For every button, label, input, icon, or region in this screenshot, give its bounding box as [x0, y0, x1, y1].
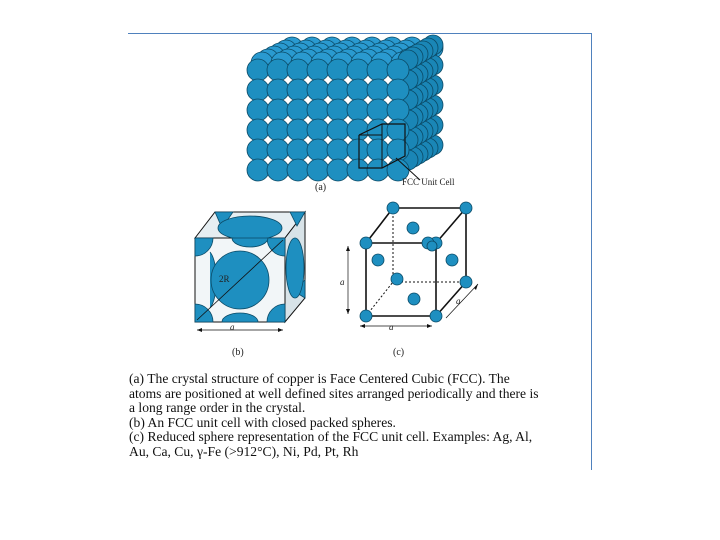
- figure-caption: [129, 372, 585, 460]
- atom-sphere: [247, 119, 269, 141]
- atom-sphere: [307, 119, 329, 141]
- panel-c-label: (c): [393, 347, 405, 358]
- caption-line: (b) An FCC unit cell with closed packed spheres.: [129, 414, 396, 430]
- atom-sphere: [287, 99, 309, 121]
- atom-sphere: [387, 59, 409, 81]
- edge-a-label-bottom: a: [389, 322, 394, 332]
- atom-sphere: [247, 139, 269, 161]
- radius-2r-label: 2R: [219, 274, 230, 284]
- atom-sphere: [307, 99, 329, 121]
- atom-sphere: [387, 119, 409, 141]
- atom-sphere: [367, 159, 389, 181]
- atom-sphere: [307, 59, 329, 81]
- atom-sphere: [347, 99, 369, 121]
- atom-sphere: [327, 79, 349, 101]
- atom-sphere: [327, 99, 349, 121]
- atom-sphere: [387, 99, 409, 121]
- atom-sphere: [307, 159, 329, 181]
- atom-sphere: [307, 79, 329, 101]
- atom-sphere: [287, 139, 309, 161]
- packed-sphere-cell-b: [195, 212, 305, 332]
- atom-sphere: [347, 139, 369, 161]
- atom-sphere: [387, 79, 409, 101]
- reduced-sphere-cell-c: [346, 202, 478, 328]
- caption-line: Au, Ca, Cu, γ-Fe (>912°C), Ni, Pd, Pt, Rh: [129, 443, 359, 459]
- caption-line: (c) Reduced sphere representation of the FCC unit cell. Examples: Ag, Al,: [129, 429, 533, 445]
- atom-sphere: [387, 139, 409, 161]
- atom-sphere: [347, 159, 369, 181]
- atom-sphere: [367, 99, 389, 121]
- atom-sphere: [247, 99, 269, 121]
- atom-sphere: [327, 119, 349, 141]
- atom-sphere: [347, 59, 369, 81]
- atom-sphere: [327, 59, 349, 81]
- atom-sphere: [247, 159, 269, 181]
- edge-a-label-b: a: [230, 322, 235, 332]
- atom-sphere: [267, 79, 289, 101]
- atom-sphere: [267, 59, 289, 81]
- atom-sphere: [307, 139, 329, 161]
- atom-sphere: [287, 119, 309, 141]
- caption-line: (a) The crystal structure of copper is Face Centered Cubic (FCC). The: [129, 371, 510, 386]
- atom-sphere: [247, 79, 269, 101]
- atom-sphere: [267, 119, 289, 141]
- atom-sphere: [287, 79, 309, 101]
- edge-a-label-left: a: [340, 277, 345, 287]
- atom-sphere: [327, 159, 349, 181]
- atom-sphere: [367, 59, 389, 81]
- crystal-block-a: [247, 35, 443, 181]
- caption-line: atoms are positioned at well defined sites arranged periodically and there is: [129, 385, 539, 401]
- caption-line: a long range order in the crystal.: [129, 400, 306, 416]
- atom-sphere: [367, 79, 389, 101]
- atom-sphere: [367, 139, 389, 161]
- unit-cell-label: FCC Unit Cell: [402, 177, 455, 187]
- panel-b-label: (b): [232, 347, 244, 358]
- atom-sphere: [347, 119, 369, 141]
- atom-sphere: [247, 59, 269, 81]
- panel-a-label: (a): [315, 182, 327, 193]
- atom-sphere: [287, 159, 309, 181]
- atom-sphere: [327, 139, 349, 161]
- atom-sphere: [347, 79, 369, 101]
- atom-sphere: [267, 159, 289, 181]
- atom-sphere: [287, 59, 309, 81]
- atom-sphere: [267, 139, 289, 161]
- atom-sphere: [267, 99, 289, 121]
- edge-a-label-depth: a: [456, 296, 461, 306]
